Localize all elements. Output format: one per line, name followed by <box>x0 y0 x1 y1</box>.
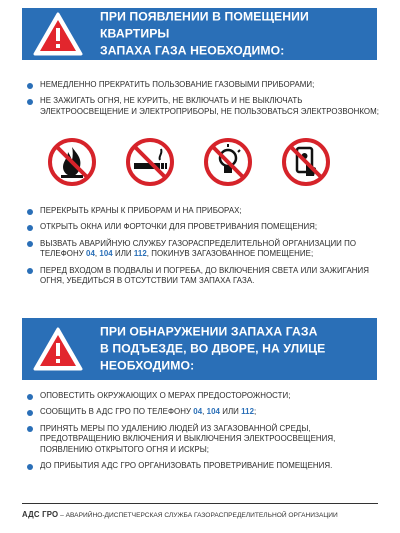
phone-number: 112 <box>133 249 147 259</box>
list-item: СООБЩИТЬ В АДС ГРО ПО ТЕЛЕФОНУ 04, 104 ИЛИ 112; <box>40 407 386 417</box>
list-item: НЕМЕДЛЕННО ПРЕКРАТИТЬ ПОЛЬЗОВАНИЕ ГАЗОВЫМИ ПРИБОРАМИ; <box>40 80 386 90</box>
bullet-dot-icon <box>27 83 33 89</box>
footer: АДС ГРО – АВАРИЙНО-ДИСПЕТЧЕРСКАЯ СЛУЖБА ГАЗОРАСПРЕДЕЛИТЕЛЬНОЙ ОРГАНИЗАЦИИ <box>22 510 338 519</box>
footer-text: АВАРИЙНО-ДИСПЕТЧЕРСКАЯ СЛУЖБА ГАЗОРАСПРЕДЕЛИТЕЛЬНОЙ ОРГАНИЗАЦИИ <box>65 512 338 519</box>
section-1-list-top <box>40 80 386 117</box>
list-item: ВЫЗВАТЬ АВАРИЙНУЮ СЛУЖБУ ГАЗОРАСПРЕДЕЛИТЕЛЬНОЙ ОРГАНИЗАЦИИ ПО ТЕЛЕФОНУ 04, 104 ИЛИ 112, ПОКИНУВ ЗАГАЗОВАННОЕ ПОМЕЩЕНИЕ; <box>40 239 386 260</box>
bullet-dot-icon <box>27 99 33 105</box>
section-2-title-line1: ПРИ ОБНАРУЖЕНИИ ЗАПАХА ГАЗА <box>100 324 318 339</box>
prohibition-icons-row <box>46 136 336 188</box>
footer-abbr: АДС ГРО <box>22 510 59 519</box>
section-2-list <box>40 391 386 477</box>
section-1-title-line1: ПРИ ПОЯВЛЕНИИ В ПОМЕЩЕНИИ КВАРТИРЫ <box>100 9 309 41</box>
list-item: НЕ ЗАЖИГАТЬ ОГНЯ, НЕ КУРИТЬ, НЕ ВКЛЮЧАТЬ И НЕ ВЫКЛЮЧАТЬ ЭЛЕКТРООСВЕЩЕНИЕ И ЭЛЕКТРОПРИБОРЫ, НЕ ПОЛЬЗОВАТЬСЯ ЭЛЕКТРОЗВОНКОМ; <box>40 96 386 117</box>
phone-number: 112 <box>241 407 255 417</box>
section-1-banner <box>22 8 377 60</box>
section-2-title-line2: В ПОДЪЕЗДЕ, ВО ДВОРЕ, НА УЛИЦЕ <box>100 341 326 356</box>
warning-triangle-icon <box>32 11 84 57</box>
no-light-switch-icon <box>202 136 254 188</box>
list-item: ПЕРЕД ВХОДОМ В ПОДВАЛЫ И ПОГРЕБА, ДО ВКЛЮЧЕНИЯ СВЕТА ИЛИ ЗАЖИГАНИЯ ОГНЯ, УБЕДИТЬСЯ В ОТСУТСТВИИ ТАМ ЗАПАХА ГАЗА. <box>40 266 386 287</box>
bullet-dot-icon <box>27 241 33 247</box>
no-fire-icon <box>46 136 98 188</box>
section-2-banner <box>22 318 377 380</box>
bullet-dot-icon <box>27 225 33 231</box>
list-item: ОТКРЫТЬ ОКНА ИЛИ ФОРТОЧКИ ДЛЯ ПРОВЕТРИВАНИЯ ПОМЕЩЕНИЯ; <box>40 222 386 232</box>
list-item: ДО ПРИБЫТИЯ АДС ГРО ОРГАНИЗОВАТЬ ПРОВЕТРИВАНИЕ ПОМЕЩЕНИЯ. <box>40 461 386 471</box>
footer-divider <box>22 503 378 504</box>
phone-number: 04 <box>86 249 95 259</box>
phone-number: 04 <box>193 407 203 417</box>
list-item: ОПОВЕСТИТЬ ОКРУЖАЮЩИХ О МЕРАХ ПРЕДОСТОРОЖНОСТИ; <box>40 391 386 401</box>
phone-number: 104 <box>206 407 220 417</box>
section-2-title-line3: НЕОБХОДИМО: <box>100 358 195 373</box>
phone-number: 104 <box>99 249 113 259</box>
section-1-list-bottom <box>40 206 386 292</box>
section-1-title <box>100 9 371 60</box>
warning-triangle-icon <box>32 326 84 372</box>
list-item: ПРИНЯТЬ МЕРЫ ПО УДАЛЕНИЮ ЛЮДЕЙ ИЗ ЗАГАЗОВАННОЙ СРЕДЫ, ПРЕДОТВРАЩЕНИЮ ВКЛЮЧЕНИЯ И ВЫКЛЮЧЕНИЯ ЭЛЕКТРООСВЕЩЕНИЯ, ПОЯВЛЕНИЮ ОТКРЫТОГО ОГНЯ И ИСКРЫ; <box>40 424 386 455</box>
section-1-title-line2: ЗАПАХА ГАЗА НЕОБХОДИМО: <box>100 43 285 58</box>
bullet-dot-icon <box>27 209 33 215</box>
no-doorbell-icon <box>280 136 332 188</box>
bullet-dot-icon <box>27 394 33 400</box>
section-2-title <box>100 324 371 375</box>
bullet-dot-icon <box>27 464 33 470</box>
bullet-dot-icon <box>27 410 33 416</box>
no-smoking-icon <box>124 136 176 188</box>
bullet-dot-icon <box>27 426 33 432</box>
bullet-dot-icon <box>27 268 33 274</box>
list-item: ПЕРЕКРЫТЬ КРАНЫ К ПРИБОРАМ И НА ПРИБОРАХ; <box>40 206 386 216</box>
